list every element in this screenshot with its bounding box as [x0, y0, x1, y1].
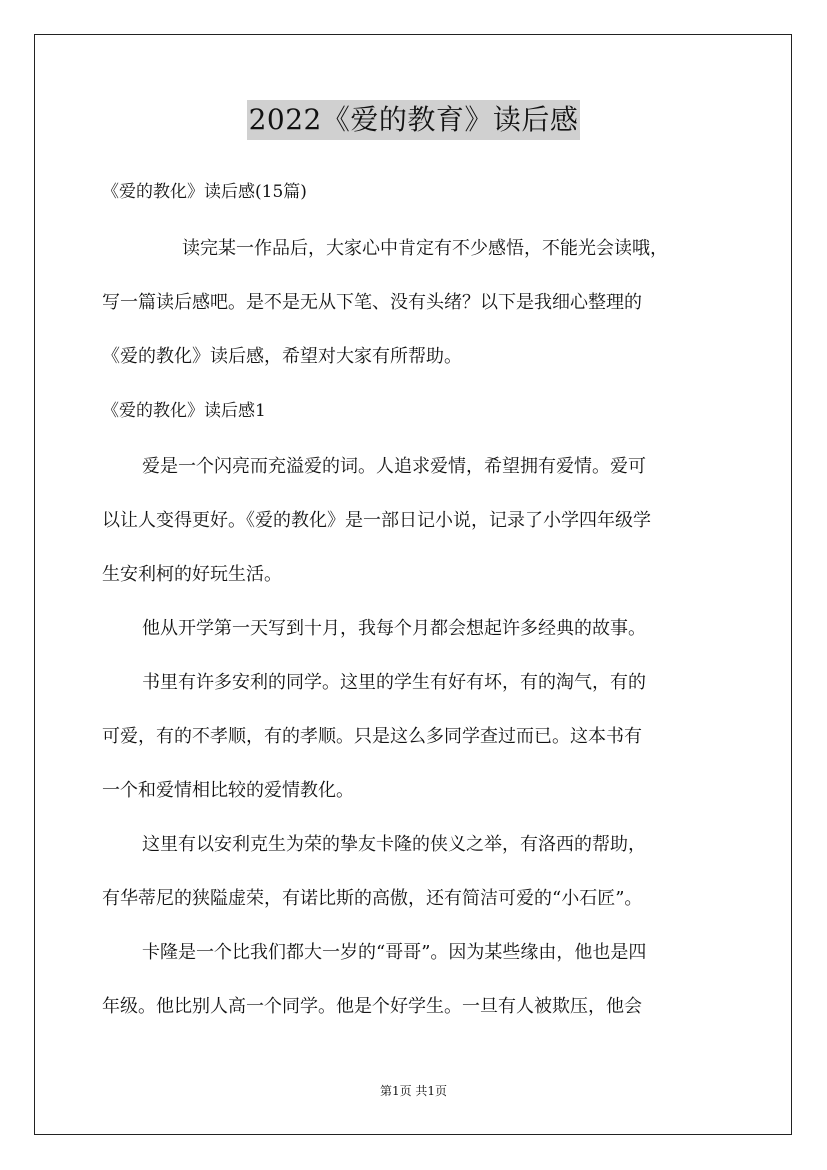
body-line-8: 这里有以安利克生为荣的挚友卡隆的侠义之举，有洛西的帮助，	[142, 834, 646, 855]
body-line-9: 有华蒂尼的狭隘虚荣，有诺比斯的高傲，还有简洁可爱的“小石匠”。	[102, 888, 643, 909]
subtitle-line: 《爱的教化》读后感(15篇)	[102, 182, 307, 202]
page-footer: 第1页 共1页	[379, 1084, 448, 1098]
body-line-11: 年级。他比别人高一个同学。他是个好学生。一旦有人被欺压，他会	[102, 996, 642, 1017]
body-line-6: 可爱，有的不孝顺，有的孝顺。只是这么多同学查过而已。这本书有	[102, 726, 642, 747]
intro-line-1: 读完某一作品后，大家心中肯定有不少感悟，不能光会读哦，	[182, 238, 668, 259]
intro-line-2: 写一篇读后感吧。是不是无从下笔、没有头绪？以下是我细心整理的	[102, 292, 642, 313]
body-line-10: 卡隆是一个比我们都大一岁的“哥哥”。因为某些缘由，他也是四	[142, 942, 647, 963]
intro-line-3: 《爱的教化》读后感，希望对大家有所帮助。	[102, 346, 462, 367]
title-container	[0, 100, 827, 140]
document-title: 2022《爱的教育》读后感	[247, 100, 581, 140]
body-line-7: 一个和爱情相比较的爱情教化。	[102, 780, 354, 801]
body-line-4: 他从开学第一天写到十月，我每个月都会想起许多经典的故事。	[142, 618, 646, 639]
body-line-1: 爱是一个闪亮而充溢爱的词。人追求爱情，希望拥有爱情。爱可	[142, 456, 646, 477]
body-line-2: 以让人变得更好。《爱的教化》是一部日记小说，记录了小学四年级学	[102, 510, 651, 531]
section-heading: 《爱的教化》读后感1	[102, 401, 266, 421]
body-line-5: 书里有许多安利的同学。这里的学生有好有坏，有的淘气，有的	[142, 672, 646, 693]
body-line-3: 生安利柯的好玩生活。	[102, 564, 282, 585]
